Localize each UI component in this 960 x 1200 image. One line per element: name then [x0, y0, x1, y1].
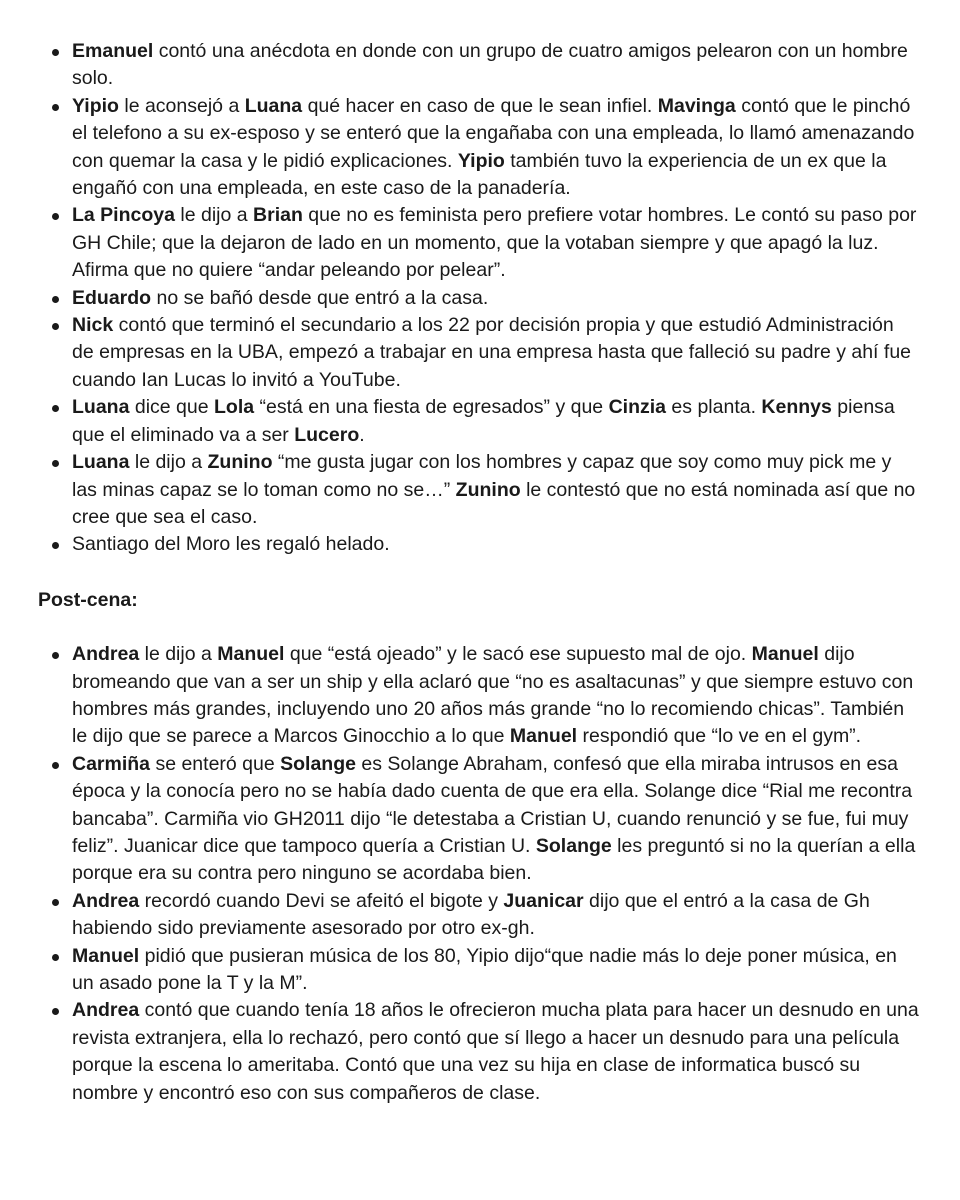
list-item-text: no se bañó desde que entró a la casa.: [151, 286, 489, 309]
list-item: [38, 394, 920, 449]
participant-name: Manuel: [751, 643, 819, 666]
list-item: [38, 202, 920, 284]
list-item: [38, 93, 920, 203]
list-item-text: se enteró que: [150, 752, 281, 775]
list-item-text: contó que terminó el secundario a los 22 por decisión propia y que estudió Administración de empresas en la UBA, empezó a trabajar en una empresa hasta que falleció su padre y ahí fue cuando Ian Lucas lo invitó a YouTube.: [72, 314, 912, 391]
participant-name: Yipio: [72, 94, 119, 117]
list-item-text: contó una anécdota en donde con un grupo de cuatro amigos pelearon con un hombre solo.: [72, 40, 908, 90]
list-item-text: es planta.: [666, 396, 762, 419]
participant-name: Andrea: [72, 889, 140, 912]
participant-name: Luana: [244, 94, 303, 117]
list-item-text: le dijo a: [174, 204, 254, 227]
list-item-text: dijo bromeando que van a ser un ship y ella aclaró que “no es asaltacunas” y que siempre estuvo con hombres más grandes, incluyendo uno 20 años más grande “no lo recomiendo chicas”. También le dijo que se parece a Marcos Ginocchio a lo que: [72, 643, 914, 748]
list-item-text: .: [359, 423, 365, 446]
participant-name: Emanuel: [72, 40, 154, 62]
list-item-text: dice que: [129, 396, 214, 419]
list-item-text: respondió que “lo ve en el gym”.: [577, 725, 862, 748]
list-item-text: “me gusta jugar con los hombres y capaz que soy como muy pick me y las minas capaz se lo toman como no se…”: [72, 451, 892, 501]
participant-name: Cinzia: [608, 396, 667, 419]
participant-name: Lola: [214, 396, 255, 419]
section-heading-post-cena: Post-cena:: [38, 588, 138, 611]
pre-dinner-list: [38, 38, 920, 559]
list-item-text: le aconsejó a: [118, 94, 245, 117]
list-item: [38, 751, 920, 888]
list-item-text: le contestó que no está nominada así que no cree que sea el caso.: [72, 478, 916, 528]
participant-name: Nick: [72, 314, 114, 337]
participant-name: Yipio: [457, 149, 505, 172]
list-item: [38, 997, 920, 1107]
list-item: [38, 888, 920, 943]
list-item-text: qué hacer en caso de que le sean infiel.: [302, 94, 658, 117]
participant-name: Manuel: [72, 944, 140, 967]
list-item: [38, 449, 920, 531]
participant-name: Carmiña: [72, 752, 151, 775]
participant-name: Kennys: [761, 396, 832, 419]
participant-name: Manuel: [217, 643, 285, 666]
participant-name: Luana: [72, 451, 130, 474]
post-dinner-list: [38, 641, 920, 1107]
list-item-text: recordó cuando Devi se afeitó el bigote y: [139, 889, 504, 912]
participant-name: Lucero: [294, 423, 360, 446]
participant-name: Andrea: [72, 999, 140, 1022]
list-item-text: piensa que el eliminado va a ser: [72, 396, 895, 446]
list-item-text: le dijo a: [129, 451, 208, 474]
list-item-text: “está en una fiesta de egresados” y que: [254, 396, 609, 419]
participant-name: Manuel: [509, 725, 578, 748]
participant-name: Mavinga: [657, 94, 736, 117]
list-item: [38, 312, 920, 394]
list-item: [38, 38, 920, 93]
participant-name: Solange: [535, 834, 612, 857]
list-item-text: contó que cuando tenía 18 años le ofrecieron mucha plata para hacer un desnudo en una revista extranjera, ella lo rechazó, pero contó que sí llego a hacer un desnudo para una película porque la escena lo ameritaba. Contó que una vez su hija en clase de informatica buscó su nombre y encontró eso con sus compañeros de clase.: [72, 999, 919, 1104]
list-item-text: es Solange Abraham, confesó que ella miraba intrusos en esa época y la conocía pero no se había dado cuenta de que era ella. Solange dice “Rial me recontra bancaba”. Carmiña vio GH2011 dijo “le detestaba a Cristian U, cuando renunció y se fue, fui muy feliz”. Juanicar dice que tampoco quería a Cristian U.: [72, 752, 913, 857]
list-item: [38, 285, 920, 312]
list-item-text: pidió que pusieran música de los 80, Yipio dijo“que nadie más lo deje poner música, en un asado pone la T y la M”.: [72, 944, 897, 994]
participant-name: Zunino: [455, 478, 521, 501]
list-item: [38, 531, 920, 558]
list-item-text: que no es feminista pero prefiere votar hombres. Le contó su paso por GH Chile; que la dejaron de lado en un momento, que la votaban siempre y que apagó la luz. Afirma que no quiere “andar peleando por pelear”.: [72, 204, 917, 282]
list-item: [38, 641, 920, 751]
participant-name: La Pincoya: [72, 204, 175, 227]
participant-name: Brian: [253, 204, 303, 227]
participant-name: Juanicar: [503, 889, 584, 912]
list-item-text: contó que le pinchó el telefono a su ex-esposo y se enteró que la engañaba con una empleada, lo llamó amenazando con quemar la casa y le pidió explicaciones.: [72, 94, 915, 172]
list-item-text: Santiago del Moro les regaló helado.: [72, 533, 390, 556]
list-item-text: también tuvo la experiencia de un ex que la engañó con una empleada, en este caso de la panadería.: [72, 149, 887, 200]
participant-name: Eduardo: [72, 286, 152, 309]
participant-name: Luana: [72, 396, 130, 419]
list-item-text: que “está ojeado” y le sacó ese supuesto mal de ojo.: [284, 643, 752, 666]
list-item-text: dijo que el entró a la casa de Gh habiendo sido previamente asesorado por otro ex-gh.: [72, 889, 870, 940]
participant-name: Zunino: [207, 451, 273, 474]
participant-name: Solange: [280, 752, 356, 775]
participant-name: Andrea: [72, 643, 140, 666]
list-item-text: les preguntó si no la querían a ella porque era su contra pero ninguno se acordaba bien.: [72, 834, 916, 885]
list-item-text: le dijo a: [139, 643, 218, 666]
list-item: [38, 943, 920, 998]
